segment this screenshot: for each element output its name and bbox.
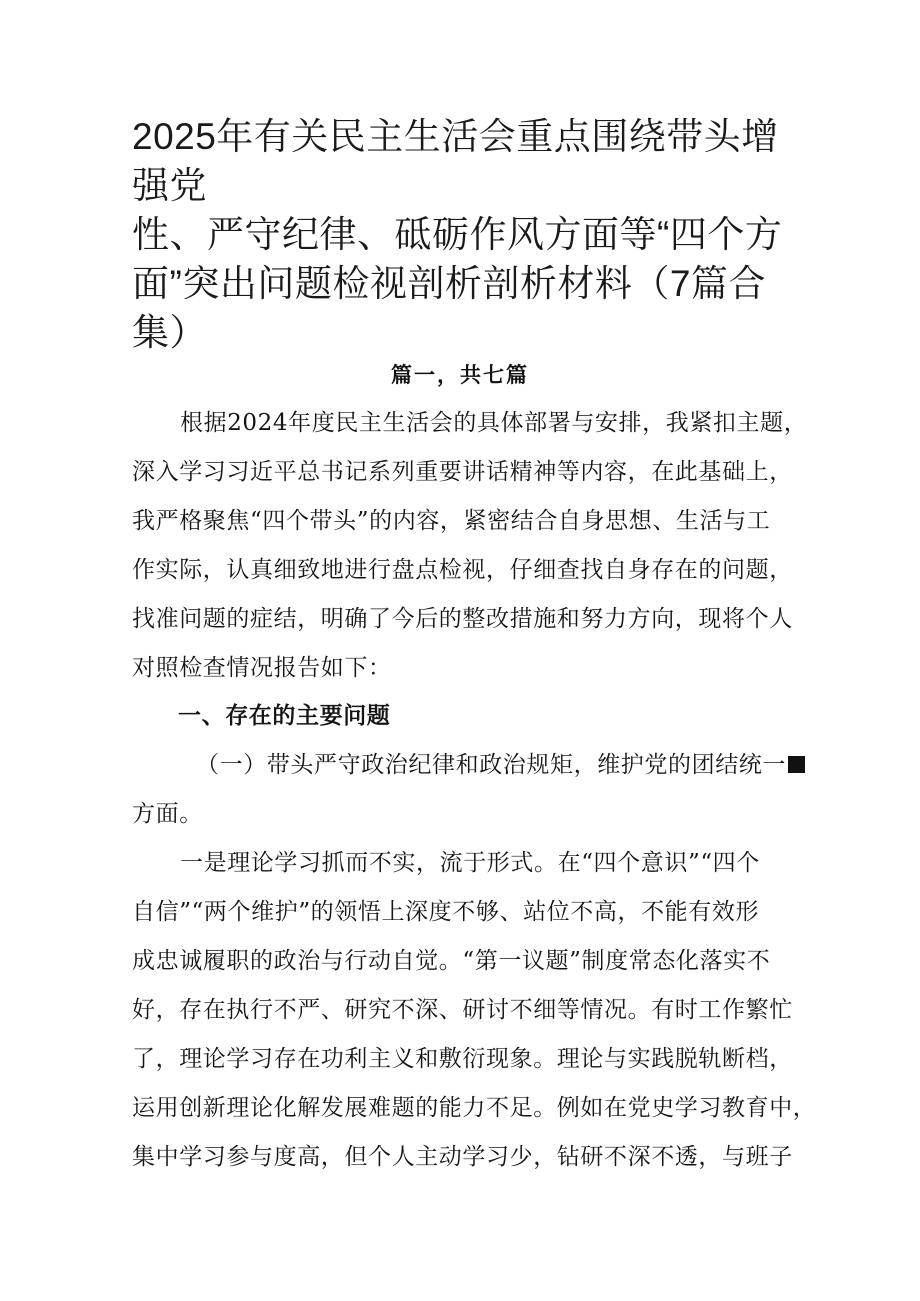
title-line: 性、严守纪律、砥砺作风方面等“四个方 [132,214,783,255]
intro-line: 找准问题的症结，明确了今后的整改措施和努力方向，现将个人 [132,606,793,632]
intro-line: 根据2024年度民主生活会的具体部署与安排，我紧扣主题， [180,410,808,436]
section-heading: 一、存在的主要问题 [178,702,391,729]
intro-line: 作实际，认真细致地进行盘点检视，仔细查找自身存在的问题， [132,557,793,583]
subsection-line-text: （一）带头严守政治纪律和政治规矩，维护党的团结统一 [196,752,786,778]
title-line: 2025年有关民主生活会重点围绕带头增强党 [132,116,779,206]
title-line: 集） [132,312,207,353]
paragraph-line: 一是理论学习抓而不实，流于形式。在“四个意识”“四个 [180,850,760,876]
paragraph-line: 了，理论学习存在功利主义和敷衍现象。理论与实践脱轨断档， [132,1046,793,1072]
subsection-line [196,740,866,790]
paragraph-line: 运用创新理论化解发展难题的能力不足。例如在党史学习教育中， [132,1095,817,1121]
title-line: 面”突出问题检视剖析剖析材料（7篇合 [132,263,766,304]
intro-line: 深入学习习近平总书记系列重要讲话精神等内容，在此基础上， [132,459,793,485]
document-title [132,112,792,357]
paragraph-line: 自信”“两个维护”的领悟上深度不够、站位不高，不能有效形 [132,899,760,925]
chapter-heading: 篇一，共七篇 [391,362,529,387]
subsection-line: 方面。 [132,801,203,827]
paragraph-line: 好，存在执行不严、研究不深、研讨不细等情况。有时工作繁忙 [132,997,793,1023]
intro-line: 我严格聚焦“四个带头”的内容，紧密结合自身思想、生活与工 [132,508,771,534]
square-bullet-icon [788,756,805,773]
paragraph-line: 成忠诚履职的政治与行动自觉。“第一议题”制度常态化落实不 [132,948,771,974]
paragraph-line: 集中学习参与度高，但个人主动学习少，钻研不深不透，与班子 [132,1144,793,1170]
intro-line: 对照检查情况报告如下： [132,655,392,681]
